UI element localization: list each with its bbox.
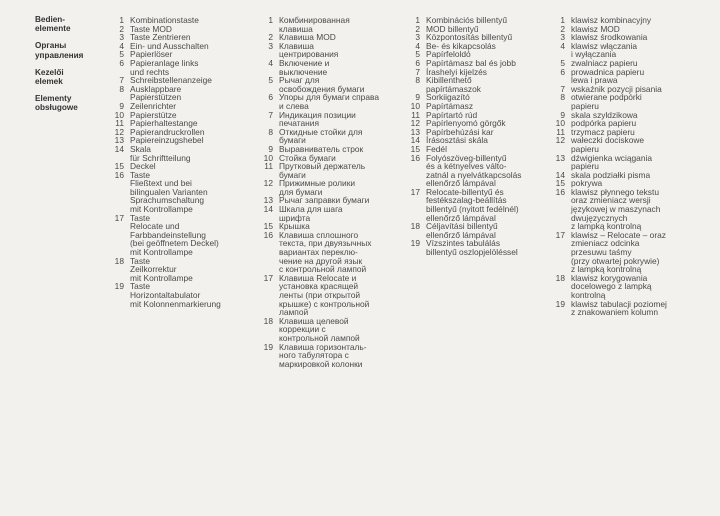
item-text: klawisz korygowania docelowego z lampką kontrolną: [571, 272, 652, 300]
item-text: Прижимные ролики для бумаги: [279, 178, 356, 197]
item-text: Клавиша целевой коррекции с контрольной лампой: [279, 315, 360, 343]
item-text: Kombinációs billentyű: [426, 15, 508, 25]
item-text: prowadnica papieru lewa i prawa: [571, 66, 645, 86]
column-german: [110, 16, 260, 308]
item-text: Taste Zentrieren: [130, 32, 191, 43]
item-number: 8: [268, 126, 273, 137]
item-text: Céljavítási billentyű ellenőrző lámpával: [426, 221, 498, 240]
list-item: [255, 76, 415, 93]
item-number: 4: [560, 40, 565, 51]
item-number: 17: [114, 212, 124, 223]
item-text: Papieranlage links und rechts: [130, 57, 199, 77]
item-text: Стойка бумаги: [279, 152, 336, 163]
item-number: 2: [560, 23, 565, 34]
item-number: 8: [560, 92, 565, 103]
list-item: [110, 59, 260, 76]
item-text: Индикация позиции печатания: [279, 109, 356, 129]
list-item: [255, 59, 415, 76]
item-text: Taste Relocate und Farbbandeinstellung (bei geöffnetem Deckel) mit Kontrollampe: [130, 212, 219, 258]
item-text: Упоры для бумаги справа и слева: [279, 92, 380, 111]
item-number: 10: [410, 100, 420, 111]
item-number: 8: [119, 83, 124, 94]
item-number: 15: [555, 178, 565, 189]
item-number: 6: [415, 57, 420, 68]
item-text: Откидные стойки для бумаги: [279, 126, 363, 146]
list-item: [552, 274, 718, 300]
heading-hu: Kezelői elemek: [35, 67, 64, 87]
item-number: 2: [268, 32, 273, 43]
list-item: [402, 188, 562, 222]
item-text: wskaźnik pozycji pisania: [571, 83, 662, 94]
item-number: 4: [268, 57, 273, 68]
column-hungarian: [402, 16, 562, 257]
item-number: 6: [268, 92, 273, 103]
heading-de: Bedien- elemente: [35, 15, 71, 34]
item-number: 2: [119, 23, 124, 34]
item-number: 3: [560, 32, 565, 43]
item-number: 13: [555, 152, 565, 163]
item-text: Zeilenrichter: [130, 100, 177, 111]
item-number: 9: [119, 100, 124, 111]
item-text: MOD billentyű: [426, 23, 479, 34]
item-text: Központosítás billentyű: [426, 32, 513, 43]
item-text: Vízszintes tabulálás billentyű oszlopjelöléssel: [426, 238, 518, 258]
item-text: skala szyldzikowa: [571, 109, 638, 120]
item-number: 9: [415, 92, 420, 103]
list-item: [552, 68, 718, 85]
item-number: 1: [268, 15, 273, 25]
list-item: [255, 162, 415, 179]
item-number: 16: [114, 169, 124, 180]
item-text: Papierstütze: [130, 109, 177, 120]
item-text: Taste MOD: [130, 23, 172, 34]
item-number: 13: [114, 135, 124, 146]
column-russian: [255, 16, 415, 368]
heading-ru: Органы управления: [35, 41, 84, 60]
item-text: Fedél: [426, 143, 447, 154]
item-number: 3: [268, 40, 273, 51]
list-item: [402, 239, 562, 256]
item-text: Be- és kikapcsolás: [426, 40, 496, 51]
item-text: pokrywa: [571, 178, 603, 189]
item-number: 7: [415, 66, 420, 77]
item-number: 11: [264, 161, 273, 172]
list-item: [110, 145, 260, 162]
list-item: [255, 128, 415, 145]
item-text: zwalniacz papieru: [571, 57, 638, 68]
item-number: 9: [560, 109, 565, 120]
item-text: trzymacz papieru: [571, 126, 635, 137]
item-number: 15: [263, 221, 273, 232]
item-text: dźwigienka wciągania papieru: [571, 152, 653, 172]
item-text: Шкала для шага шрифта: [279, 204, 343, 223]
heading-pl: Elementy obsługowe: [35, 93, 78, 113]
item-text: Крышка: [279, 221, 310, 232]
item-text: Клавиша центрирования: [279, 40, 339, 60]
item-number: 11: [411, 109, 420, 120]
item-text: Papierhaltestange: [130, 118, 198, 129]
item-number: 18: [410, 221, 420, 232]
item-text: Клавиша горизонталь- ного табулятора с маркировкой колонки: [279, 341, 367, 369]
item-text: Клавиша сплошного текста, при двуязычных вариантах переклю- чение на другой язык с контрольной лампой: [279, 229, 372, 275]
item-number: 19: [114, 281, 124, 292]
item-text: Прутковый держатель бумаги: [279, 161, 366, 180]
item-number: 16: [263, 229, 273, 240]
list-item: [110, 171, 260, 214]
list-item: [402, 154, 562, 188]
item-number: 16: [410, 152, 420, 163]
item-text: Deckel: [130, 161, 156, 172]
item-text: Рычаг для освобождения бумаги: [279, 75, 365, 94]
item-number: 10: [555, 118, 565, 129]
item-text: klawisz tabulacji poziomej z znakowaniem kolumn: [571, 298, 667, 318]
item-number: 6: [560, 66, 565, 77]
item-number: 15: [114, 161, 124, 172]
list-item: [110, 85, 260, 102]
item-number: 2: [415, 23, 420, 34]
item-text: Schreibstellenanzeige: [130, 75, 212, 86]
item-number: 17: [555, 229, 565, 240]
item-text: klawisz MOD: [571, 23, 620, 34]
list-item: [552, 231, 718, 274]
item-number: 18: [114, 255, 124, 266]
list-item: [255, 274, 415, 317]
item-text: Skala für Schriftteilung: [130, 143, 191, 163]
item-number: 11: [115, 118, 124, 129]
item-text: Papiereinzugshebel: [130, 135, 204, 146]
item-number: 12: [114, 126, 124, 137]
item-text: Papírtámasz: [426, 100, 474, 111]
item-text: Papierlöser: [130, 49, 173, 60]
list-item: [552, 154, 718, 171]
list-item: [255, 343, 415, 369]
item-text: Выравниватель строк: [279, 143, 364, 154]
item-text: Kombinationstaste: [130, 15, 199, 25]
item-number: 4: [119, 40, 124, 51]
list-item: [255, 231, 415, 274]
list-item: [552, 136, 718, 153]
item-text: Papírfeloldó: [426, 49, 471, 60]
item-number: 18: [263, 315, 273, 326]
item-text: Ein- und Ausschalten: [130, 40, 209, 51]
item-number: 19: [263, 341, 273, 352]
item-text: Sorkiigazító: [426, 92, 470, 103]
item-number: 7: [268, 109, 273, 120]
item-number: 1: [560, 15, 565, 25]
item-number: 12: [263, 178, 273, 189]
item-number: 17: [263, 272, 273, 283]
list-item: [552, 42, 718, 59]
item-text: klawisz włączania i wyłączania: [571, 40, 638, 60]
item-number: 17: [410, 186, 420, 197]
list-item: [402, 76, 562, 93]
item-number: 7: [119, 75, 124, 86]
item-number: 18: [555, 272, 565, 283]
item-text: Taste Horizontaltabulator mit Kolonnenmarkierung: [130, 281, 221, 309]
item-number: 15: [410, 143, 420, 154]
item-number: 5: [119, 49, 124, 60]
column-polish: [552, 16, 718, 317]
item-text: skala podziałki pisma: [571, 169, 651, 180]
item-number: 1: [119, 15, 124, 25]
item-text: otwierane podpórki papieru: [571, 92, 642, 111]
item-number: 5: [268, 75, 273, 86]
item-text: Papierandruckrollen: [130, 126, 205, 137]
item-number: 19: [555, 298, 565, 309]
item-text: Taste Zeilkorrektur mit Kontrollampe: [130, 255, 193, 283]
item-text: Papírlenyomó görgők: [426, 118, 506, 129]
list-item: [110, 282, 260, 308]
list-item: [255, 179, 415, 196]
list-item: [255, 16, 415, 33]
item-text: klawisz kombinacyjny: [571, 15, 652, 25]
item-number: 3: [415, 32, 420, 43]
item-number: 7: [560, 83, 565, 94]
item-number: 14: [114, 143, 124, 154]
list-item: [402, 222, 562, 239]
list-item: [255, 205, 415, 222]
list-item: [255, 317, 415, 343]
item-number: 19: [410, 238, 420, 249]
item-text: klawisz środkowania: [571, 32, 648, 43]
item-number: 3: [119, 32, 124, 43]
item-number: 16: [555, 186, 565, 197]
list-item: [255, 111, 415, 128]
item-text: Рычаг заправки бумаги: [279, 195, 370, 206]
item-text: Papírtámasz bal és jobb: [426, 57, 516, 68]
item-number: 8: [415, 75, 420, 86]
list-item: [110, 257, 260, 283]
item-number: 13: [410, 126, 420, 137]
item-number: 11: [556, 126, 565, 137]
item-text: Ausklappbare Papierstützen: [130, 83, 182, 103]
item-number: 12: [410, 118, 420, 129]
item-number: 13: [263, 195, 273, 206]
item-number: 1: [415, 15, 420, 25]
item-text: Folyószöveg-billentyű és a kétnyelves válto- zatnál a nyelvátkapcsolás ellenőrző lámpával: [426, 152, 522, 189]
section-headings: [35, 15, 115, 120]
item-number: 5: [415, 49, 420, 60]
item-text: Клавиша Relocate и установка красящей ленты (при открытой крышке) с контрольной лампой: [279, 272, 370, 318]
item-text: Papírbehúzási kar: [426, 126, 494, 137]
list-item: [552, 188, 718, 231]
list-item: [110, 214, 260, 257]
item-number: 14: [263, 204, 273, 215]
list-item: [255, 93, 415, 110]
list-item: [552, 300, 718, 317]
item-text: Relocate-billentyű és festékszalag-beállítás billentyű (nyitott fedélnél) ellenőrző lámpával: [426, 186, 519, 223]
item-number: 10: [263, 152, 273, 163]
item-text: podpórka papieru: [571, 118, 637, 129]
item-text: Комбинированная клавиша: [279, 15, 350, 34]
item-text: Írásosztási skála: [426, 135, 488, 146]
item-text: Kibillenthető papírtámaszok: [426, 75, 481, 94]
item-number: 5: [560, 57, 565, 68]
item-number: 9: [268, 143, 273, 154]
item-text: Taste Fließtext und bei bilingualen Varianten Sprachumschaltung mit Kontrollampe: [130, 169, 208, 215]
list-item: [552, 93, 718, 110]
item-number: 4: [415, 40, 420, 51]
item-number: 14: [555, 169, 565, 180]
item-text: Включение и выключение: [279, 57, 330, 77]
item-number: 6: [119, 57, 124, 68]
item-text: wałeczki dociskowe papieru: [571, 135, 645, 154]
item-text: Клавиша MOD: [279, 32, 336, 43]
item-text: klawisz płynnego tekstu oraz zmieniacz wersji językowej w maszynach dwujęzycznych z lampką kontrolną: [571, 186, 661, 232]
item-text: Írashelyi kijelzés: [426, 66, 487, 77]
item-number: 10: [114, 109, 124, 120]
item-number: 14: [410, 135, 420, 146]
item-number: 12: [555, 135, 565, 146]
list-item: [255, 42, 415, 59]
item-text: klawisz – Relocate – oraz zmieniacz odcinka przesuwu taśmy (przy otwartej pokrywie) z lampką kontrolną: [571, 229, 666, 275]
item-text: Papírtartó rúd: [426, 109, 478, 120]
